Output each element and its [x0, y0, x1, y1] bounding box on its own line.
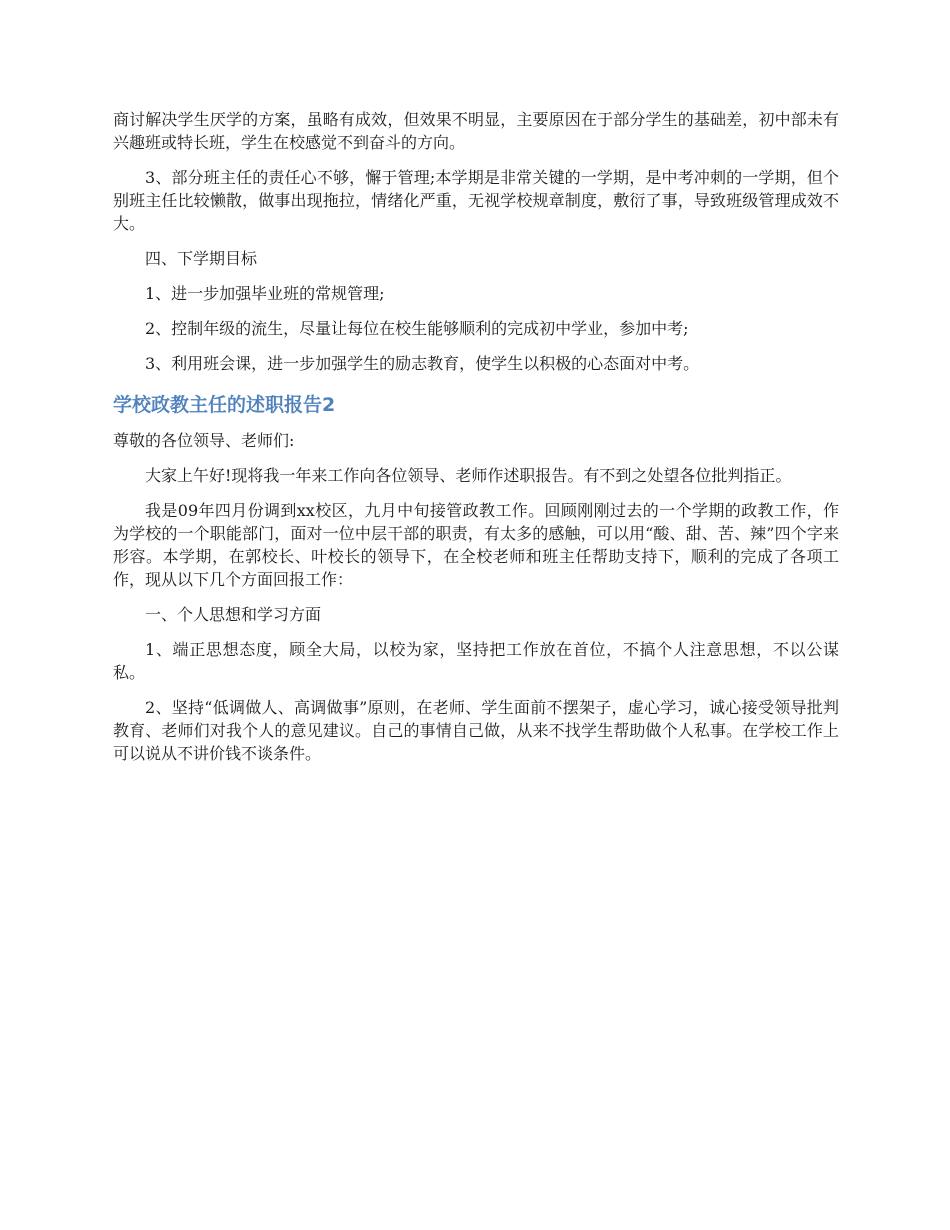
- section-title-goals: 四、下学期目标: [145, 249, 258, 268]
- greeting-paragraph: 大家上午好!现将我一年来工作向各位领导、老师作述职报告。有不到之处望各位批判指正。: [145, 466, 792, 485]
- paragraph-continuation: 商讨解决学生厌学的方案，虽略有成效，但效果不明显，主要原因在于部分学生的基础差，初中部未有兴趣班或特长班，学生在校感觉不到奋斗的方向。: [113, 110, 839, 152]
- document-page: [113, 108, 839, 777]
- goal-item-1: 1、进一步加强毕业班的常规管理;: [145, 284, 385, 303]
- paragraph-item-3: 3、部分班主任的责任心不够，懈于管理;本学期是非常关键的一学期，是中考冲刺的一学期，但个别班主任比较懒散，做事出现拖拉，情绪化严重，无视学校规章制度，敷衍了事，导致班级管理成效不大。: [113, 168, 839, 233]
- salutation: 尊敬的各位领导、老师们:: [113, 431, 295, 450]
- intro-paragraph: 我是09年四月份调到xx校区，九月中旬接管政教工作。回顾刚刚过去的一个学期的政教工作，作为学校的一个职能部门，面对一位中层干部的职责，有太多的感触，可以用“酸、甜、苦、辣”四个字来形容。本学期，在郭校长、叶校长的领导下，在全校老师和班主任帮助支持下，顺利的完成了各项工作，现从以下几个方面回报工作：: [113, 501, 839, 589]
- personal-item-1: 1、端正思想态度，顾全大局，以校为家，坚持把工作放在首位，不搞个人注意思想，不以公谋私。: [113, 640, 839, 682]
- section-title-personal: 一、个人思想和学习方面: [145, 605, 322, 624]
- report-heading: 学校政教主任的述职报告2: [113, 394, 336, 416]
- goal-item-3: 3、利用班会课，进一步加强学生的励志教育，使学生以积极的心态面对中考。: [145, 354, 700, 373]
- personal-item-2: 2、坚持“低调做人、高调做事”原则，在老师、学生面前不摆架子，虚心学习，诚心接受领导批判教育、老师们对我个人的意见建议。自己的事情自己做，从来不找学生帮助做个人私事。在学校工作上可以说从不讲价钱不谈条件。: [113, 698, 839, 763]
- goal-item-2: 2、控制年级的流生，尽量让每位在校生能够顺利的完成初中学业，参加中考;: [145, 319, 689, 338]
